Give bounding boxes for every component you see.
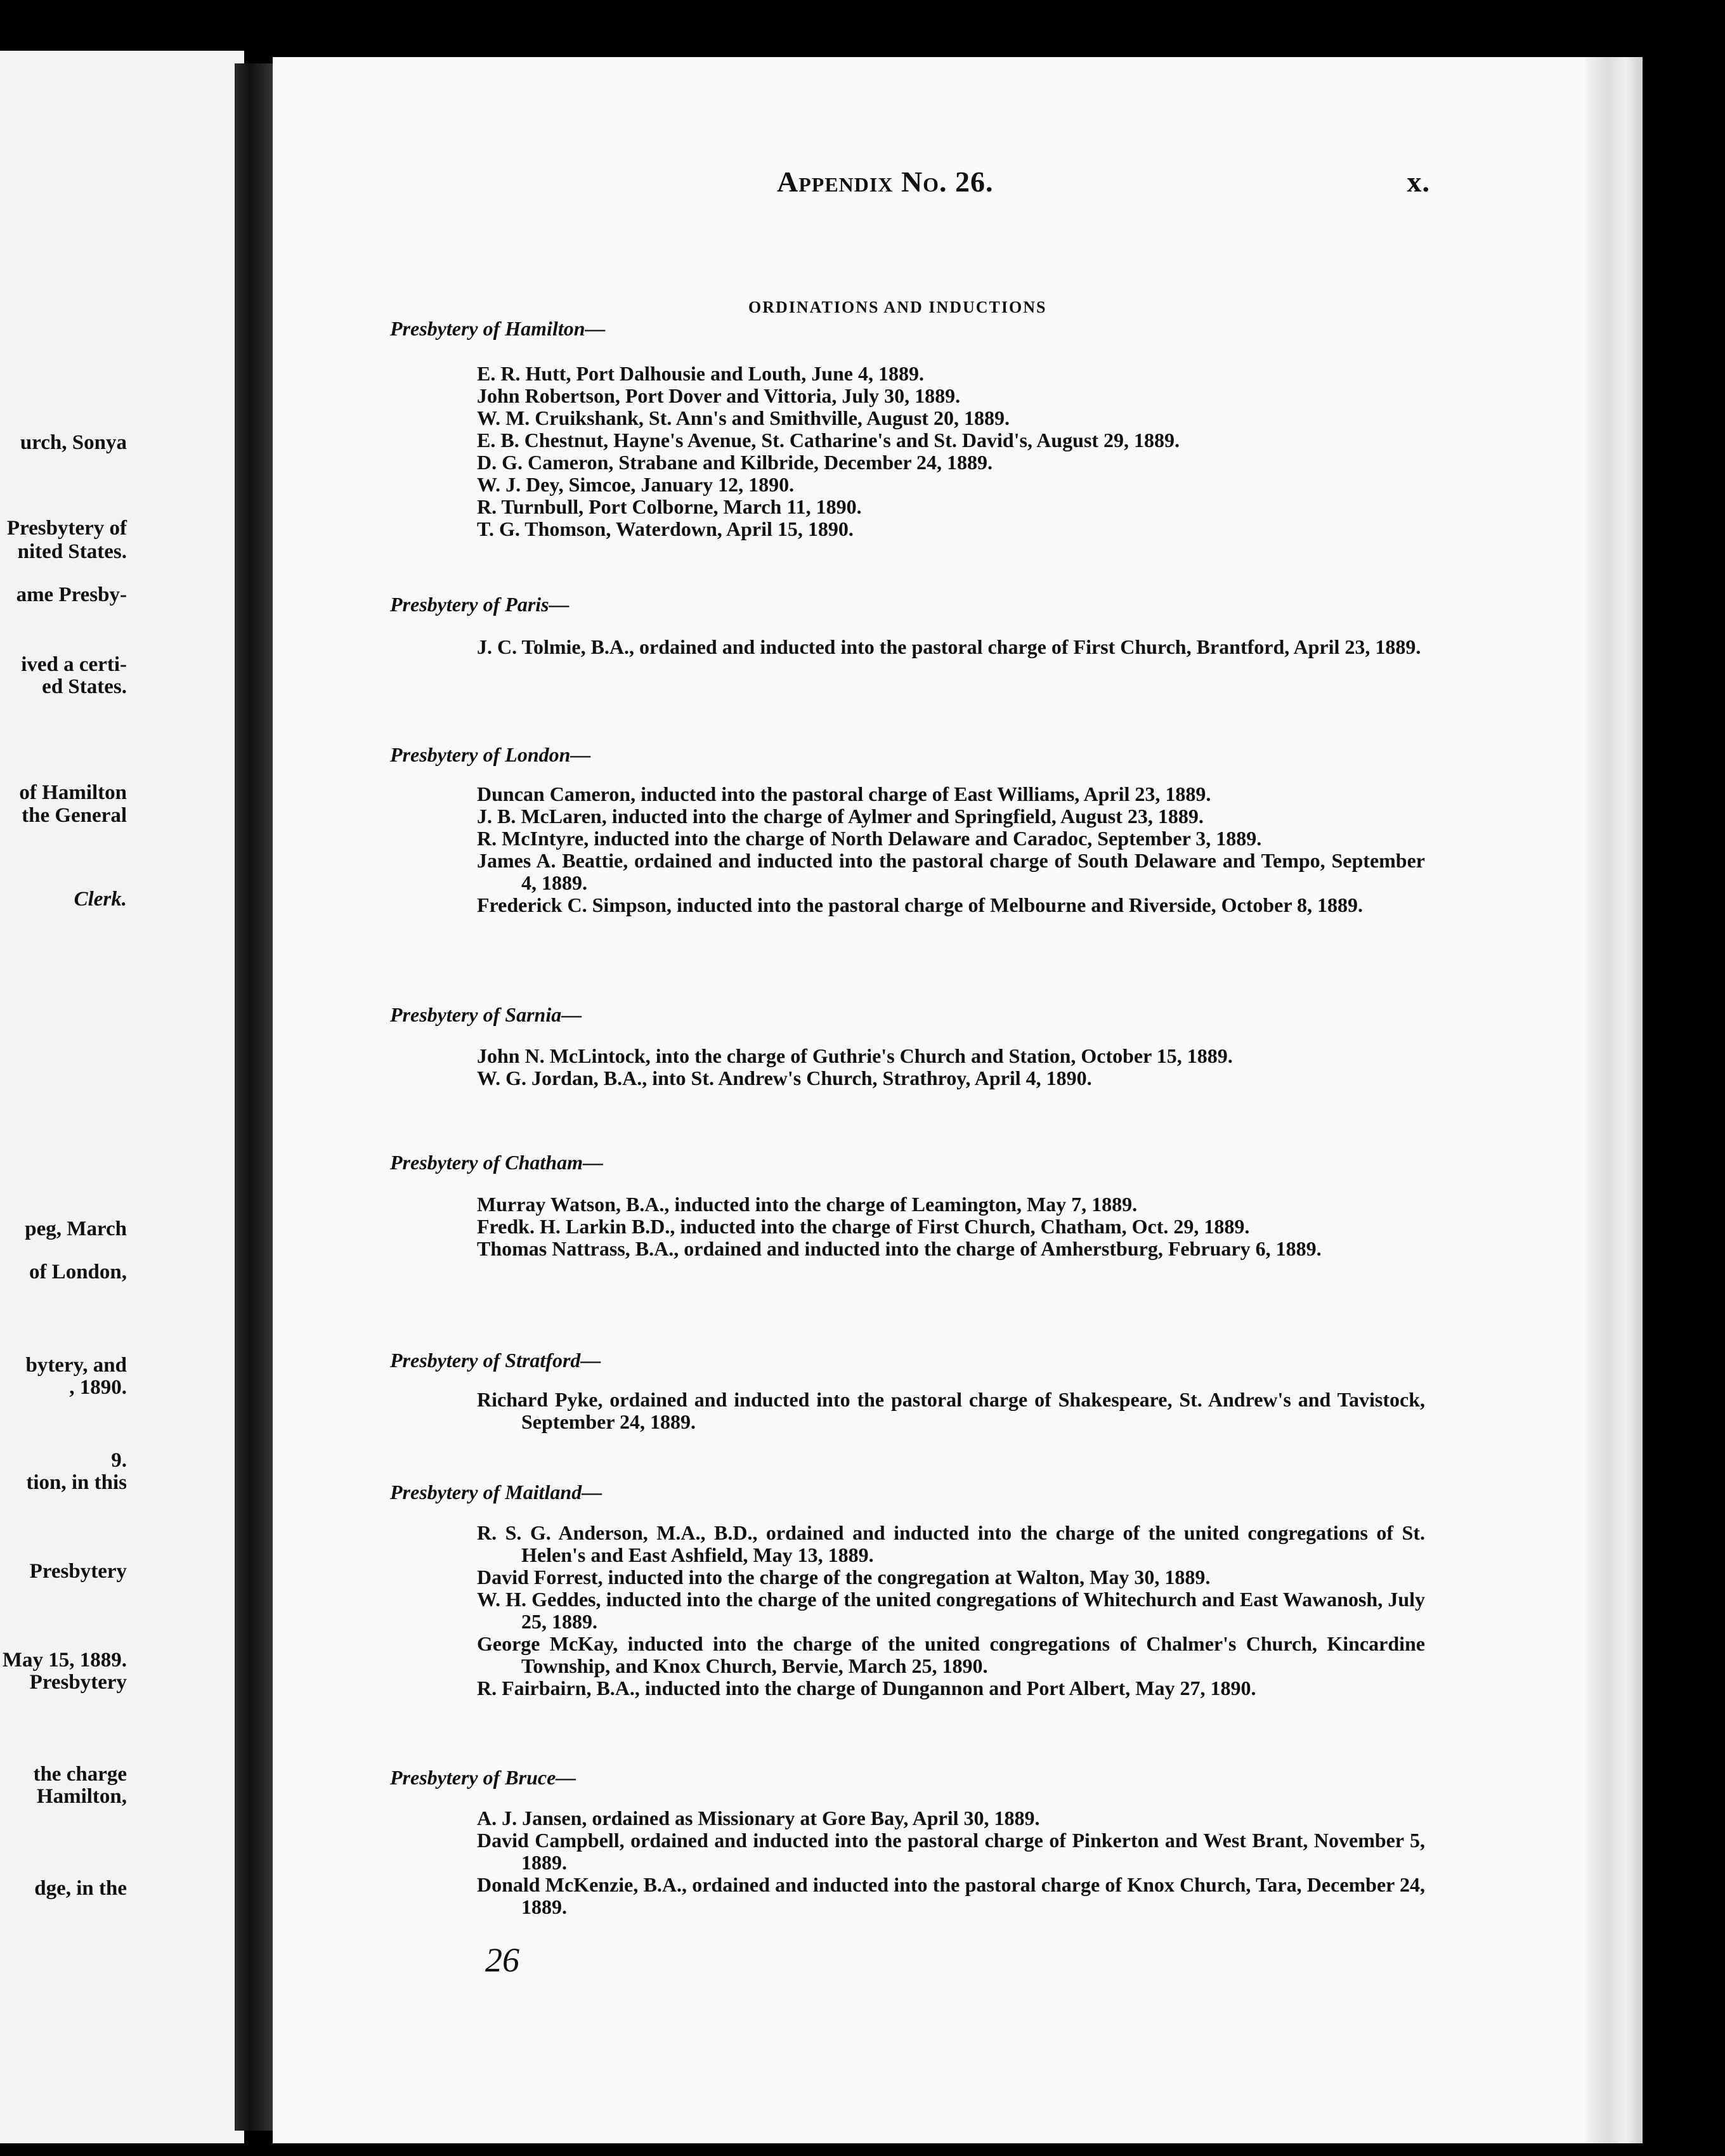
presbytery-heading: Presbytery of Hamilton— bbox=[390, 317, 606, 340]
entry: R. S. G. Anderson, M.A., B.D., ordained and inducted into the charge of the united congregations of St. Helen's and East Ashfield, May 13, 1889. bbox=[477, 1521, 1425, 1566]
left-fragment: Presbytery bbox=[29, 1560, 127, 1583]
left-fragment: Hamilton, bbox=[36, 1785, 127, 1808]
signature-mark: 26 bbox=[485, 1941, 519, 1979]
presbytery-entries bbox=[477, 1389, 1425, 1433]
left-fragment: May 15, 1889. bbox=[2, 1649, 127, 1672]
presbytery-heading: Presbytery of Maitland— bbox=[390, 1481, 602, 1503]
presbytery-heading: Presbytery of Paris— bbox=[390, 593, 570, 616]
entry: W. G. Jordan, B.A., into St. Andrew's Church, Strathroy, April 4, 1890. bbox=[477, 1067, 1092, 1089]
entry: John N. McLintock, into the charge of Guthrie's Church and Station, October 15, 1889. bbox=[477, 1044, 1233, 1067]
left-fragment: ame Presby- bbox=[16, 583, 127, 606]
running-head bbox=[504, 165, 1430, 209]
left-fragment: the General bbox=[22, 804, 127, 827]
entry: Fredk. H. Larkin B.D., inducted into the charge of First Church, Chatham, Oct. 29, 1889. bbox=[477, 1215, 1250, 1238]
entry: W. M. Cruikshank, St. Ann's and Smithville, August 20, 1889. bbox=[477, 406, 1010, 429]
left-fragment: Presbytery bbox=[29, 1671, 127, 1694]
entry: E. B. Chestnut, Hayne's Avenue, St. Catharine's and St. David's, August 29, 1889. bbox=[477, 429, 1180, 451]
presbytery-entries bbox=[477, 783, 1425, 916]
entry: David Forrest, inducted into the charge of the congregation at Walton, May 30, 1889. bbox=[477, 1566, 1211, 1588]
entry: J. C. Tolmie, B.A., ordained and inducted into the pastoral charge of First Church, Brantford, April 23, 1889. bbox=[477, 635, 1421, 658]
entry: Duncan Cameron, inducted into the pastoral charge of East Williams, April 23, 1889. bbox=[477, 783, 1211, 805]
page-edge bbox=[1585, 57, 1643, 2143]
entry: Frederick C. Simpson, inducted into the pastoral charge of Melbourne and Riverside, October 8, 1889. bbox=[477, 893, 1363, 916]
left-fragment: nited States. bbox=[17, 540, 127, 563]
entry: John Robertson, Port Dover and Vittoria, July 30, 1889. bbox=[477, 384, 961, 407]
entry: R. Turnbull, Port Colborne, March 11, 1890. bbox=[477, 495, 862, 518]
presbytery-entries bbox=[477, 1522, 1425, 1699]
left-fragment: the charge bbox=[33, 1763, 127, 1786]
presbytery-heading: Presbytery of Chatham— bbox=[390, 1151, 603, 1174]
entry: D. G. Cameron, Strabane and Kilbride, December 24, 1889. bbox=[477, 451, 993, 474]
entry: Donald McKenzie, B.A., ordained and inducted into the pastoral charge of Knox Church, Tara, December 24, 1889. bbox=[477, 1873, 1425, 1918]
left-fragment: 9. bbox=[111, 1449, 127, 1472]
entry: E. R. Hutt, Port Dalhousie and Louth, June 4, 1889. bbox=[477, 362, 924, 385]
entry: W. H. Geddes, inducted into the charge of the united congregations of Whitechurch and East Wawanosh, July 25, 1889. bbox=[477, 1588, 1425, 1633]
left-fragment: , 1890. bbox=[69, 1376, 127, 1399]
presbytery-entries bbox=[477, 636, 1425, 658]
entry: J. B. McLaren, inducted into the charge of Aylmer and Springfield, August 23, 1889. bbox=[477, 805, 1204, 828]
left-fragment: ed States. bbox=[42, 675, 127, 698]
entry: David Campbell, ordained and inducted into the pastoral charge of Pinkerton and West Brant, November 5, 1889. bbox=[477, 1829, 1425, 1874]
appendix-title: Appendix No. 26. bbox=[777, 166, 994, 198]
page-folio: x. bbox=[1407, 166, 1430, 198]
left-fragment: Presbytery of bbox=[6, 517, 127, 540]
entry: T. G. Thomson, Waterdown, April 15, 1890. bbox=[477, 517, 854, 540]
presbytery-heading: Presbytery of London— bbox=[390, 743, 591, 766]
book-gutter bbox=[235, 63, 273, 2131]
left-fragment: peg, March bbox=[25, 1218, 127, 1240]
entry: James A. Beattie, ordained and inducted into the pastoral charge of South Delaware and Tempo, September 4, 1889. bbox=[477, 849, 1425, 894]
presbytery-heading: Presbytery of Bruce— bbox=[390, 1766, 576, 1789]
presbytery-entries bbox=[477, 363, 1425, 540]
presbytery-heading: Presbytery of Sarnia— bbox=[390, 1003, 582, 1026]
entry: A. J. Jansen, ordained as Missionary at Gore Bay, April 30, 1889. bbox=[477, 1807, 1040, 1829]
left-fragment: ived a certi- bbox=[21, 653, 127, 676]
left-fragment: bytery, and bbox=[25, 1354, 127, 1377]
entry: Murray Watson, B.A., inducted into the charge of Leamington, May 7, 1889. bbox=[477, 1193, 1138, 1216]
entry: George McKay, inducted into the charge of the united congregations of Chalmer's Church, Kincardine Township, and Knox Church, Bervie, March 25, 1890. bbox=[477, 1632, 1425, 1677]
left-fragment: of Hamilton bbox=[19, 781, 127, 804]
left-fragment: urch, Sonya bbox=[20, 431, 127, 454]
left-fragment: Clerk. bbox=[74, 888, 127, 911]
left-fragment: of London, bbox=[29, 1261, 127, 1283]
entry: R. Fairbairn, B.A., inducted into the charge of Dungannon and Port Albert, May 27, 1890. bbox=[477, 1677, 1256, 1699]
left-fragment: dge, in the bbox=[34, 1877, 127, 1900]
presbytery-entries bbox=[477, 1193, 1425, 1260]
presbytery-heading: Presbytery of Stratford— bbox=[390, 1349, 601, 1372]
presbytery-entries bbox=[477, 1807, 1425, 1918]
entry: Thomas Nattrass, B.A., ordained and inducted into the charge of Amherstburg, February 6, 1889. bbox=[477, 1237, 1322, 1260]
left-facing-page bbox=[0, 51, 244, 2143]
entry: R. McIntyre, inducted into the charge of North Delaware and Caradoc, September 3, 1889. bbox=[477, 827, 1262, 850]
left-fragment: tion, in this bbox=[26, 1471, 127, 1494]
entry: W. J. Dey, Simcoe, January 12, 1890. bbox=[477, 473, 795, 496]
presbytery-entries bbox=[477, 1045, 1425, 1089]
entry: Richard Pyke, ordained and inducted into the pastoral charge of Shakespeare, St. Andrew's and Tavistock, September 24, 1889. bbox=[477, 1388, 1425, 1433]
section-title: ORDINATIONS AND INDUCTIONS bbox=[748, 298, 1047, 316]
